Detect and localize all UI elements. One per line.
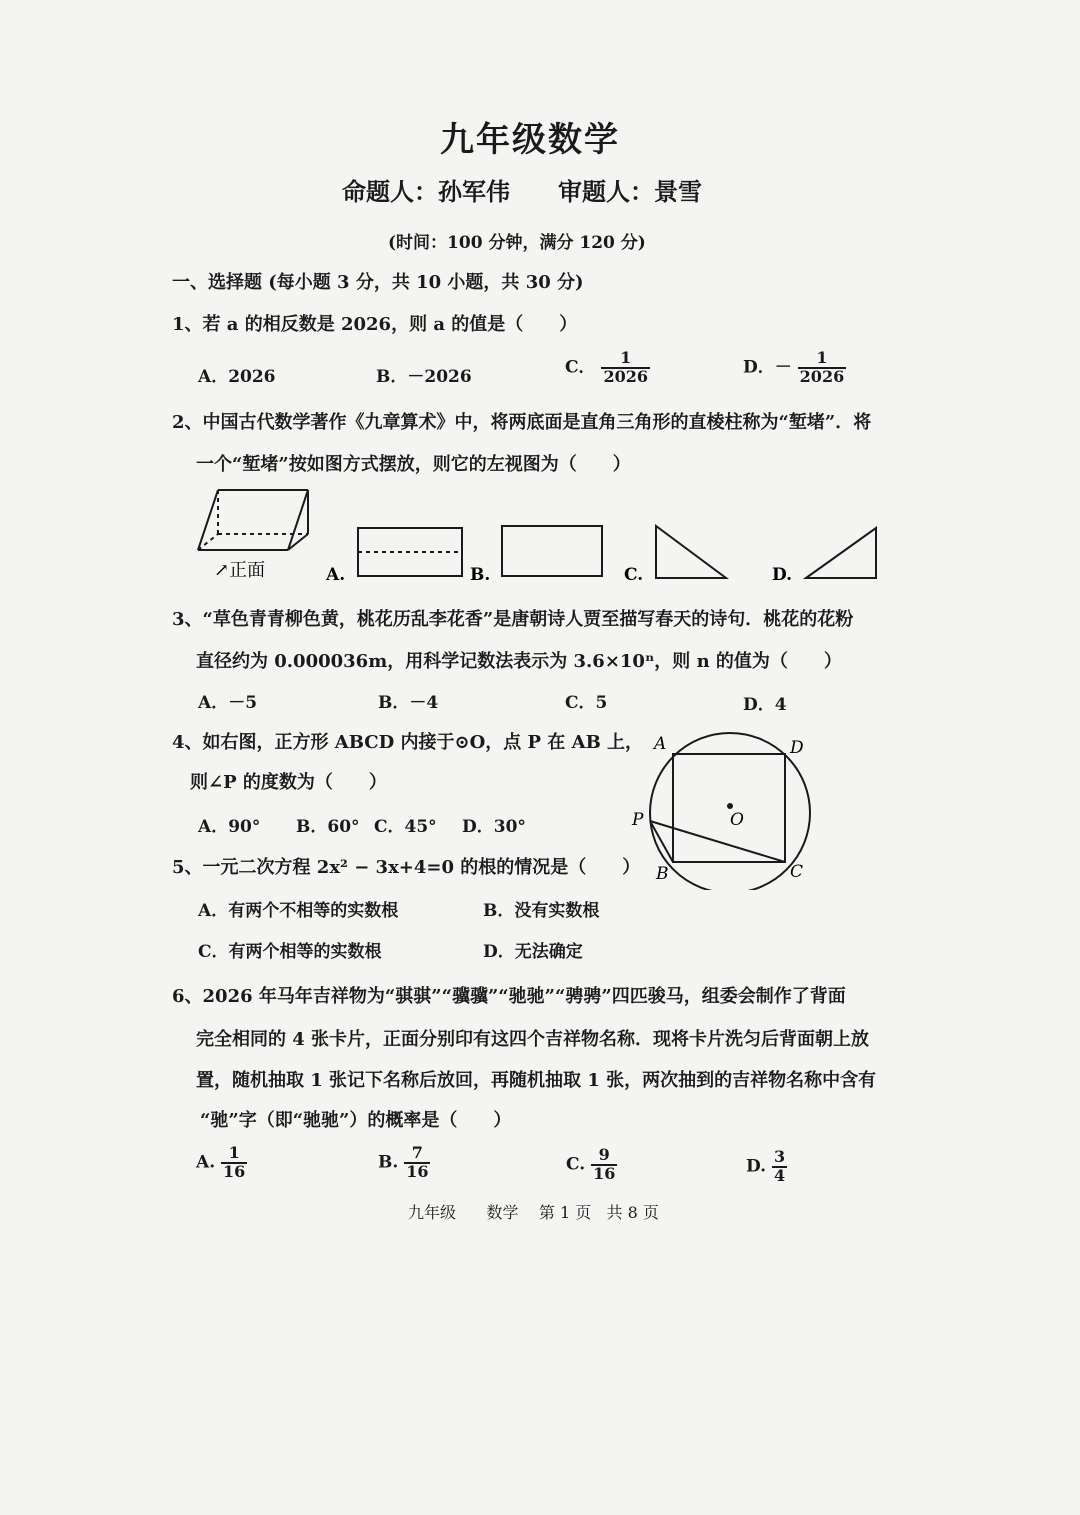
- q1-option-d-label: D．－: [743, 357, 792, 378]
- footer-subject: 数学: [486, 1203, 519, 1222]
- section-heading: 一、选择题 (每小题 3 分，共 10 小题，共 30 分): [172, 272, 584, 293]
- time-info: (时间：100 分钟，满分 120 分): [388, 233, 646, 253]
- point-p-label: P: [632, 810, 644, 830]
- q1-option-c-fraction: [601, 350, 650, 386]
- q2-option-c-shape: [656, 526, 726, 578]
- q2-option-c-label: C.: [624, 565, 644, 585]
- fraction-denominator: 4: [773, 1165, 786, 1185]
- q1-option-b: B．－2026: [376, 367, 472, 387]
- q6-line-2: 完全相同的 4 张卡片，正面分别印有这四个吉祥物名称．现将卡片洗匀后背面朝上放: [196, 1029, 870, 1050]
- q1-option-a: A．2026: [198, 367, 276, 387]
- fraction-numerator: 1: [620, 348, 632, 367]
- q1-option-d: [743, 350, 846, 386]
- q5-option-b: B．没有实数根: [483, 901, 600, 921]
- q6-option-b-label: B.: [378, 1152, 399, 1173]
- q5-stem: 5、一元二次方程 2x² − 3x+4=0 的根的情况是（ ）: [172, 857, 641, 878]
- q6-option-d: [746, 1149, 787, 1185]
- q6-option-c-label: C.: [566, 1154, 586, 1175]
- fraction-numerator: 9: [598, 1145, 610, 1164]
- q4-circle-figure: [620, 725, 830, 890]
- q2-option-a-label: A.: [326, 565, 346, 585]
- q4-option-c: C．45°: [374, 817, 437, 837]
- fraction-numerator: 7: [411, 1143, 423, 1162]
- q6-option-c: [566, 1147, 617, 1183]
- fraction-numerator: 1: [816, 348, 828, 367]
- q3-option-a: A．－5: [198, 693, 258, 713]
- fraction-denominator: 16: [593, 1163, 616, 1183]
- page-title: 九年级数学: [440, 120, 620, 160]
- q6-option-c-fraction: [591, 1147, 617, 1183]
- page-footer: [408, 1200, 659, 1223]
- q3-line-2: 直径约为 0.000036m，用科学记数法表示为 3.6×10ⁿ，则 n 的值为（ ）: [196, 651, 842, 672]
- prism-figure: [198, 490, 308, 550]
- q4-option-b: B．60°: [296, 817, 360, 837]
- q6-option-a-fraction: [221, 1145, 247, 1181]
- q1-option-d-fraction: [798, 350, 847, 386]
- q5-option-c: C．有两个相等的实数根: [198, 942, 382, 962]
- q2-option-b-shape: [502, 526, 602, 576]
- q6-line-4: “驰”字（即“驰驰”）的概率是（ ）: [200, 1110, 512, 1131]
- vertex-a-label: A: [654, 734, 667, 754]
- q2-line-1: 2、中国古代数学著作《九章算术》中，将两底面是直角三角形的直棱柱称为“堑堵”．将: [172, 412, 872, 433]
- center-o-label: O: [730, 810, 744, 830]
- q2-option-b-label: B.: [470, 565, 491, 585]
- q4-line-2: 则∠P 的度数为（ ）: [190, 772, 387, 793]
- q4-option-d: D．30°: [462, 817, 526, 837]
- q4-line-1: 4、如右图，正方形 ABCD 内接于⊙O，点 P 在 AB 上，: [172, 732, 644, 753]
- q2-option-d-label: D.: [772, 565, 793, 585]
- reviewer: 审题人：景雪: [558, 177, 702, 206]
- author-line: [342, 172, 702, 207]
- q2-line-2: 一个“堑堵”按如图方式摆放，则它的左视图为（ ）: [196, 454, 631, 475]
- q6-option-d-fraction: [772, 1149, 787, 1185]
- q1-stem: 1、若 a 的相反数是 2026，则 a 的值是（ ）: [172, 314, 578, 335]
- q1-option-c-label: C．: [565, 357, 596, 378]
- q6-option-d-label: D.: [746, 1156, 767, 1177]
- q5-option-a: A．有两个不相等的实数根: [198, 901, 399, 921]
- q3-option-c: C．5: [565, 693, 608, 713]
- q6-option-a-label: A.: [196, 1152, 216, 1173]
- q2-option-d-shape: [806, 528, 876, 578]
- q3-option-d: D．4: [743, 695, 787, 715]
- q6-option-a: [196, 1145, 247, 1181]
- q2-figures: [190, 482, 910, 587]
- fraction-denominator: 2026: [603, 366, 648, 386]
- q3-option-b: B．－4: [378, 693, 439, 713]
- q6-line-3: 置，随机抽取 1 张记下名称后放回，再随机抽取 1 张，两次抽到的吉祥物名称中含有: [196, 1070, 877, 1091]
- q4-option-a: A．90°: [198, 817, 261, 837]
- fraction-denominator: 2026: [799, 366, 845, 386]
- q1-option-c: [565, 350, 650, 386]
- fraction-numerator: 3: [773, 1147, 786, 1166]
- q5-option-d: D．无法确定: [483, 942, 583, 962]
- vertex-b-label: B: [656, 864, 669, 884]
- author: 命题人：孙军伟: [342, 177, 510, 206]
- vertex-d-label: D: [790, 738, 804, 758]
- vertex-c-label: C: [790, 862, 804, 882]
- footer-total: 共 8 页: [606, 1203, 659, 1222]
- fraction-numerator: 1: [228, 1143, 240, 1162]
- q6-line-1: 6、2026 年马年吉祥物为“骐骐”“骥骥”“驰驰”“骋骋”四匹骏马，组委会制作了背面: [172, 986, 846, 1007]
- q3-line-1: 3、“草色青青柳色黄，桃花历乱李花香”是唐朝诗人贾至描写春天的诗句．桃花的花粉: [172, 609, 854, 630]
- q6-option-b-fraction: [404, 1145, 430, 1181]
- q6-option-b: [378, 1145, 430, 1181]
- footer-grade: 九年级: [408, 1203, 457, 1222]
- front-label: ↗正面: [214, 560, 266, 581]
- fraction-denominator: 16: [223, 1161, 246, 1181]
- footer-page: 第 1 页: [538, 1203, 592, 1222]
- fraction-denominator: 16: [406, 1161, 429, 1181]
- center-point: [727, 803, 733, 809]
